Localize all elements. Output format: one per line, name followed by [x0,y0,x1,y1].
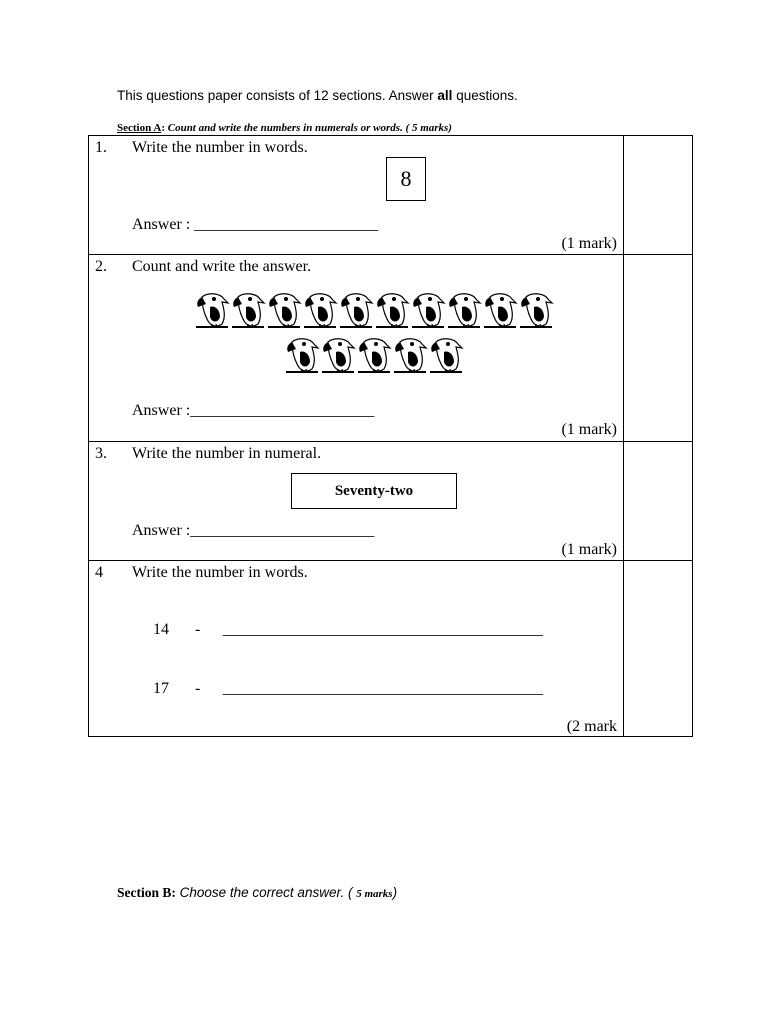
section-b-instruction: Choose the correct answer. ( [175,885,357,900]
bird-icon [322,339,354,373]
mark-column-cell [624,442,693,561]
question-number: 4 [95,564,103,581]
bird-icon [376,294,408,328]
bird-icon [304,294,336,328]
bird-icon [394,339,426,373]
mark-label: (1 mark) [561,421,617,438]
bird-icon [196,294,228,328]
intro-after: questions. [452,88,518,103]
section-b-heading [117,885,397,901]
questions-table [88,135,693,737]
section-a-colon: : [161,122,165,134]
question-cell-3 [89,442,624,561]
mark-label: (2 mark [566,718,617,735]
question-text: Write the number in words. [132,139,308,156]
question-number: 3. [95,445,107,462]
number-word-box: Seventy-two [291,473,457,509]
question-number: 2. [95,258,107,275]
word-answer-line[interactable] [153,621,543,639]
question-text: Write the number in words. [132,564,308,581]
number-box: 8 [386,157,426,201]
section-b-label: Section B: [117,885,176,900]
question-cell-1 [89,136,624,255]
number-label: 14 [153,621,169,638]
bird-icon [520,294,552,328]
intro-before: This questions paper consists of 12 sections. Answer [117,88,438,103]
section-a-instruction: Count and write the numbers in numerals or words. ( 5 marks) [164,122,452,134]
mark-column-cell [624,136,693,255]
bird-icon [286,339,318,373]
question-row-1 [89,136,693,255]
section-a-heading [117,122,452,134]
dash: - [195,621,201,638]
blank-line[interactable]: ________________________________________ [223,680,543,697]
bird-icon [232,294,264,328]
question-row-2 [89,255,693,442]
answer-line[interactable]: Answer :_______________________ [132,402,375,419]
dash: - [195,680,201,697]
question-text: Write the number in numeral. [132,445,322,462]
mark-label: (1 mark) [561,235,617,252]
intro-bold: all [437,88,453,103]
bird-row-1 [196,294,552,328]
blank-line[interactable]: ________________________________________ [223,621,543,638]
bird-icon [268,294,300,328]
bird-icon [448,294,480,328]
section-a-label: Section A [117,122,162,134]
bird-icon [358,339,390,373]
question-row-3 [89,442,693,561]
number-label: 17 [153,680,169,697]
section-b-close: ) [392,885,398,900]
question-number: 1. [95,139,107,156]
question-row-4 [89,561,693,737]
question-cell-2 [89,255,624,442]
bird-icon [340,294,372,328]
bird-icon [484,294,516,328]
bird-row-2 [286,339,462,373]
mark-column-cell [624,561,693,737]
bird-icon [412,294,444,328]
section-b-marks: 5 marks [356,888,393,900]
answer-line[interactable]: Answer : _______________________ [132,216,379,233]
answer-line[interactable]: Answer :_______________________ [132,522,375,539]
mark-column-cell [624,255,693,442]
word-answer-line[interactable] [153,680,543,698]
question-text: Count and write the answer. [132,258,312,275]
question-cell-4 [89,561,624,737]
bird-icon [430,339,462,373]
intro-text [117,88,518,103]
mark-label: (1 mark) [561,541,617,558]
